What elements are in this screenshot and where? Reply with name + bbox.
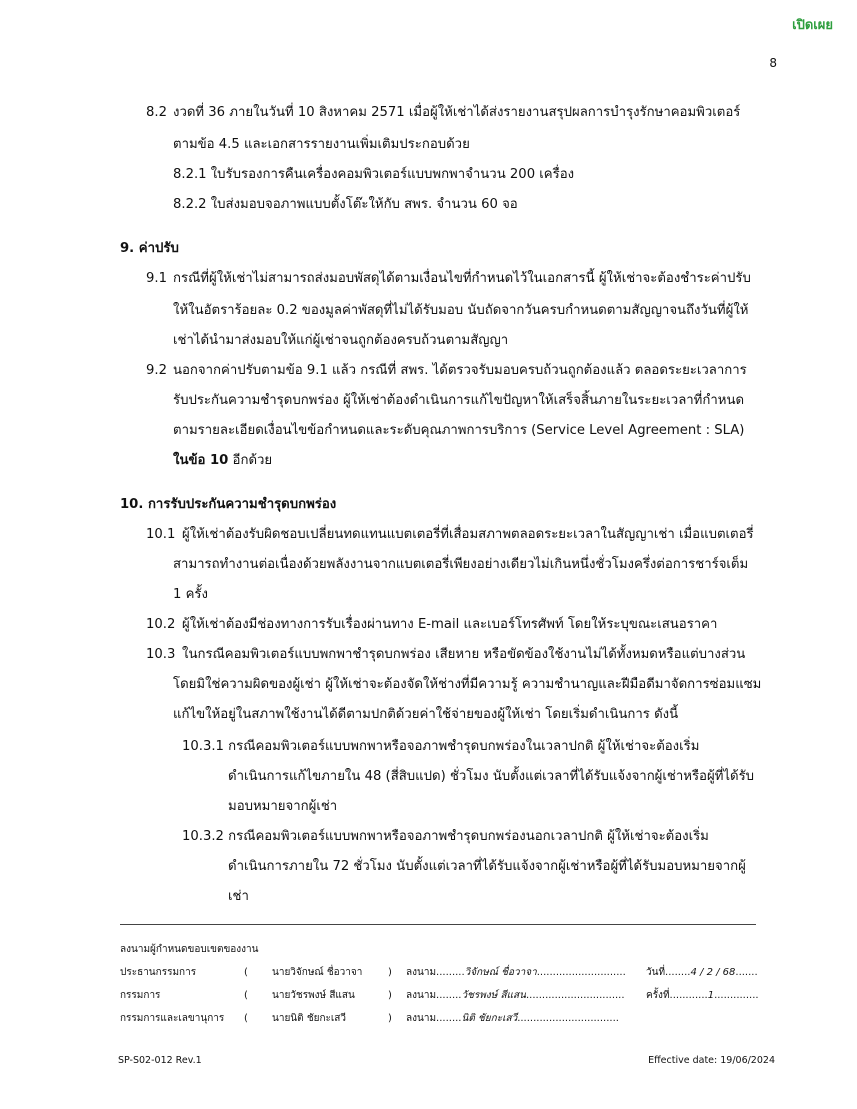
clause-8-2-2: 8.2.2 ใบส่งมอบจอภาพแบบตั้งโต๊ะให้กับ สพร. จำนวน 60 จอ	[173, 197, 518, 212]
round-value: 1	[707, 990, 715, 1001]
clause-10-3-line-1: ในกรณีคอมพิวเตอร์แบบพกพาชำรุดบกพร่อง เสียหาย หรือขัดข้องใช้งานไม่ได้ทั้งหมดหรือแต่บางส่วน	[182, 647, 746, 662]
signature-caption: ลงนามผู้กำหนดขอบเขตของงาน	[120, 944, 259, 955]
signer-name: นายวัชรพงษ์ สีแสน	[272, 990, 355, 1001]
clause-10-1-line-2: สามารถทำงานต่อเนื่องด้วยพลังงานจากแบตเตอรี่เพียงอย่างเดียวไม่เกินหนึ่งชั่วโมงครึ่งต่อการชาร์จเต็ม	[173, 557, 749, 572]
clause-10-1-line-3: 1 ครั้ง	[173, 587, 208, 602]
paren-close: )	[388, 990, 392, 1001]
sign-prefix: ลงนาม........	[406, 1013, 462, 1024]
clause-8-2-line-1: งวดที่ 36 ภายในวันที่ 10 สิงหาคม 2571 เมื่อผู้ให้เช่าได้ส่งรายงานสรุปผลการบำรุงรักษาคอมพิวเตอร์	[173, 105, 741, 120]
round-label: ครั้งที่............	[646, 990, 708, 1001]
clause-number-8-2: 8.2	[146, 105, 167, 120]
effective-date: Effective date: 19/06/2024	[648, 1055, 775, 1066]
signature-name: วัชรพงษ์ สีแสน	[461, 990, 526, 1001]
clause-9-2-line-4	[173, 452, 272, 470]
clause-number-9-2: 9.2	[146, 363, 167, 378]
document-code: SP-S02-012 Rev.1	[118, 1055, 202, 1066]
sign-prefix: ลงนาม........	[406, 990, 462, 1001]
sign-suffix: ............................	[536, 967, 626, 978]
signature-name: วิจักษณ์ ชื่อวาจา	[464, 967, 537, 978]
paren-close: )	[388, 1013, 392, 1024]
clause-9-2-line-1: นอกจากค่าปรับตามข้อ 9.1 แล้ว กรณีที่ สพร. ได้ตรวจรับมอบครบถ้วนถูกต้องแล้ว ตลอดระยะเวลาการ	[173, 363, 747, 378]
clause-9-1-line-2: ให้ในอัตราร้อยละ 0.2 ของมูลค่าพัสดุที่ไม่ได้รับมอบ นับถัดจากวันครบกำหนดตามสัญญาจนถึงวันที่ผู้ให้	[173, 303, 749, 318]
round-field	[646, 989, 759, 1003]
clause-9-1-line-1: กรณีที่ผู้ให้เช่าไม่สามารถส่งมอบพัสดุได้ตามเงื่อนไขที่กำหนดไว้ในเอกสารนี้ ผู้ให้เช่าจะต้องชำระค่าปรับ	[173, 271, 751, 286]
signature-role: กรรมการ	[120, 990, 161, 1001]
signer-name: นายวิจักษณ์ ชื่อวาจา	[272, 967, 363, 978]
sign-suffix: ................................	[517, 1013, 619, 1024]
clause-number-10-3: 10.3	[146, 647, 176, 662]
paren-open: (	[244, 990, 248, 1001]
signature-role: กรรมการและเลขานุการ	[120, 1013, 225, 1024]
date-label: วันที่........	[646, 967, 691, 978]
date-suffix: .......	[735, 967, 758, 978]
date-value: 4 / 2 / 68	[690, 967, 736, 978]
signature-line	[406, 989, 625, 1003]
clause-10-1-line-1: ผู้ให้เช่าต้องรับผิดชอบเปลี่ยนทดแทนแบตเตอรี่ที่เสื่อมสภาพตลอดระยะเวลาในสัญญาเช่า เมื่อแบตเตอรี่	[182, 527, 754, 542]
round-suffix: ..............	[714, 990, 759, 1001]
sign-suffix: ...............................	[526, 990, 625, 1001]
signer-name: นายนิติ ชัยกะเสวี	[272, 1013, 347, 1024]
clause-10-3-2-line-1: 10.3.2 กรณีคอมพิวเตอร์แบบพกพาหรือจอภาพชำรุดบกพร่องนอกเวลาปกติ ผู้ให้เช่าจะต้องเริ่ม	[182, 829, 709, 844]
paren-open: (	[244, 967, 248, 978]
clause-10-3-1-line-3: มอบหมายจากผู้เช่า	[228, 799, 338, 814]
clause-10-3-line-3: แก้ไขให้อยู่ในสภาพใช้งานได้ดีตามปกติด้วยค่าใช้จ่ายของผู้ให้เช่า โดยเริ่มดำเนินการ ดังนี้	[173, 707, 679, 722]
clause-9-2-line-4-rest: อีกด้วย	[228, 453, 273, 468]
clause-8-2-1: 8.2.1 ใบรับรองการคืนเครื่องคอมพิวเตอร์แบบพกพาจำนวน 200 เครื่อง	[173, 167, 575, 182]
clause-number-10-1: 10.1	[146, 527, 176, 542]
signature-name: นิติ ชัยกะเสวี	[461, 1013, 518, 1024]
clause-10-3-2-line-2: ดำเนินการภายใน 72 ชั่วโมง นับตั้งแต่เวลาที่ได้รับแจ้งจากผู้เช่าหรือผู้ที่ได้รับมอบหมายจากผู้	[228, 859, 746, 874]
paren-close: )	[388, 967, 392, 978]
clause-9-2-line-3: ตามรายละเอียดเงื่อนไขข้อกำหนดและระดับคุณภาพการบริการ (Service Level Agreement : SLA)	[173, 423, 745, 438]
section-10-heading: 10. การรับประกันความชำรุดบกพร่อง	[120, 497, 337, 512]
signature-line	[406, 966, 626, 980]
sign-prefix: ลงนาม.........	[406, 967, 465, 978]
classification-label: เปิดเผย	[792, 18, 833, 33]
signature-role: ประธานกรรมการ	[120, 967, 197, 978]
clause-10-2-line-1: ผู้ให้เช่าต้องมีช่องทางการรับเรื่องผ่านทาง E-mail และเบอร์โทรศัพท์ โดยให้ระบุขณะเสนอราคา	[182, 617, 718, 632]
clause-8-2-line-2: ตามข้อ 4.5 และเอกสารรายงานเพิ่มเติมประกอบด้วย	[173, 137, 470, 152]
clause-9-2-bold-ref: ในข้อ 10	[173, 453, 229, 468]
signature-line	[406, 1012, 619, 1026]
clause-10-3-1-line-2: ดำเนินการแก้ไขภายใน 48 (สี่สิบแปด) ชั่วโมง นับตั้งแต่เวลาที่ได้รับแจ้งจากผู้เช่าหรือผู้ที่ได้รับ	[228, 769, 755, 784]
clause-10-3-line-2: โดยมิใช่ความผิดของผู้เช่า ผู้ให้เช่าจะต้องจัดให้ช่างที่มีความรู้ ความชำนาญและฝีมือดีมาจัดการซ่อมแซม	[173, 677, 762, 692]
footer-divider	[120, 924, 756, 925]
date-field	[646, 966, 758, 980]
clause-10-3-1-line-1: 10.3.1 กรณีคอมพิวเตอร์แบบพกพาหรือจอภาพชำรุดบกพร่องในเวลาปกติ ผู้ให้เช่าจะต้องเริ่ม	[182, 739, 700, 754]
section-9-heading: 9. ค่าปรับ	[120, 241, 179, 256]
clause-9-1-line-3: เช่าได้นำมาส่งมอบให้แก่ผู้เช่าจนถูกต้องครบถ้วนตามสัญญา	[173, 333, 509, 348]
clause-number-9-1: 9.1	[146, 271, 167, 286]
clause-9-2-line-2: รับประกันความชำรุดบกพร่อง ผู้ให้เช่าต้องดำเนินการแก้ไขปัญหาให้เสร็จสิ้นภายในระยะเวลาที่กำหนด	[173, 393, 745, 408]
page-number: 8	[769, 56, 777, 70]
paren-open: (	[244, 1013, 248, 1024]
clause-number-10-2: 10.2	[146, 617, 176, 632]
clause-10-3-2-line-3: เช่า	[228, 889, 249, 904]
